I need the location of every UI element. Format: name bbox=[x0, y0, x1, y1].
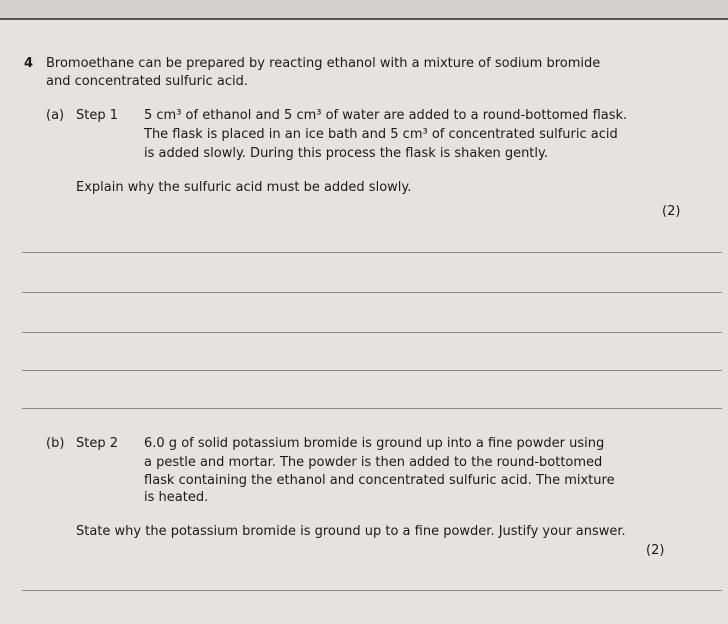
question-number: 4 bbox=[24, 56, 34, 71]
answer-line[interactable] bbox=[22, 332, 722, 333]
answer-line[interactable] bbox=[22, 590, 722, 591]
answer-line[interactable] bbox=[22, 252, 722, 253]
intro-line: and concentrated sulfuric acid. bbox=[46, 74, 248, 89]
part-a-marks: (2) bbox=[662, 204, 681, 219]
intro-line: Bromoethane can be prepared by reacting ethanol with a mixture of sodium bromide bbox=[46, 56, 601, 71]
part-b-text: flask containing the ethanol and concentrated sulfuric acid. The mixture bbox=[144, 473, 615, 488]
part-b-text: a pestle and mortar. The powder is then added to the round-bottomed bbox=[144, 455, 603, 470]
answer-line[interactable] bbox=[22, 292, 722, 293]
answer-line[interactable] bbox=[22, 370, 722, 371]
answer-line[interactable] bbox=[22, 408, 722, 409]
part-b-text: 6.0 g of solid potassium bromide is ground up into a fine powder using bbox=[144, 436, 605, 451]
part-a-step: Step 1 bbox=[76, 108, 119, 123]
part-b-text: is heated. bbox=[144, 490, 209, 505]
part-a-label: (a) bbox=[46, 108, 65, 123]
page-top-edge bbox=[0, 0, 728, 20]
part-a-question: Explain why the sulfuric acid must be added slowly. bbox=[76, 180, 412, 195]
part-b-label: (b) bbox=[46, 436, 65, 451]
part-a-text: 5 cm³ of ethanol and 5 cm³ of water are added to a round-bottomed flask. bbox=[144, 108, 628, 123]
part-b-question: State why the potassium bromide is ground up to a fine powder. Justify your answer. bbox=[76, 524, 626, 539]
part-b-marks: (2) bbox=[646, 543, 665, 558]
part-b-step: Step 2 bbox=[76, 436, 119, 451]
part-a-text: is added slowly. During this process the flask is shaken gently. bbox=[144, 146, 548, 161]
part-a-text: The flask is placed in an ice bath and 5 cm³ of concentrated sulfuric acid bbox=[144, 127, 618, 142]
